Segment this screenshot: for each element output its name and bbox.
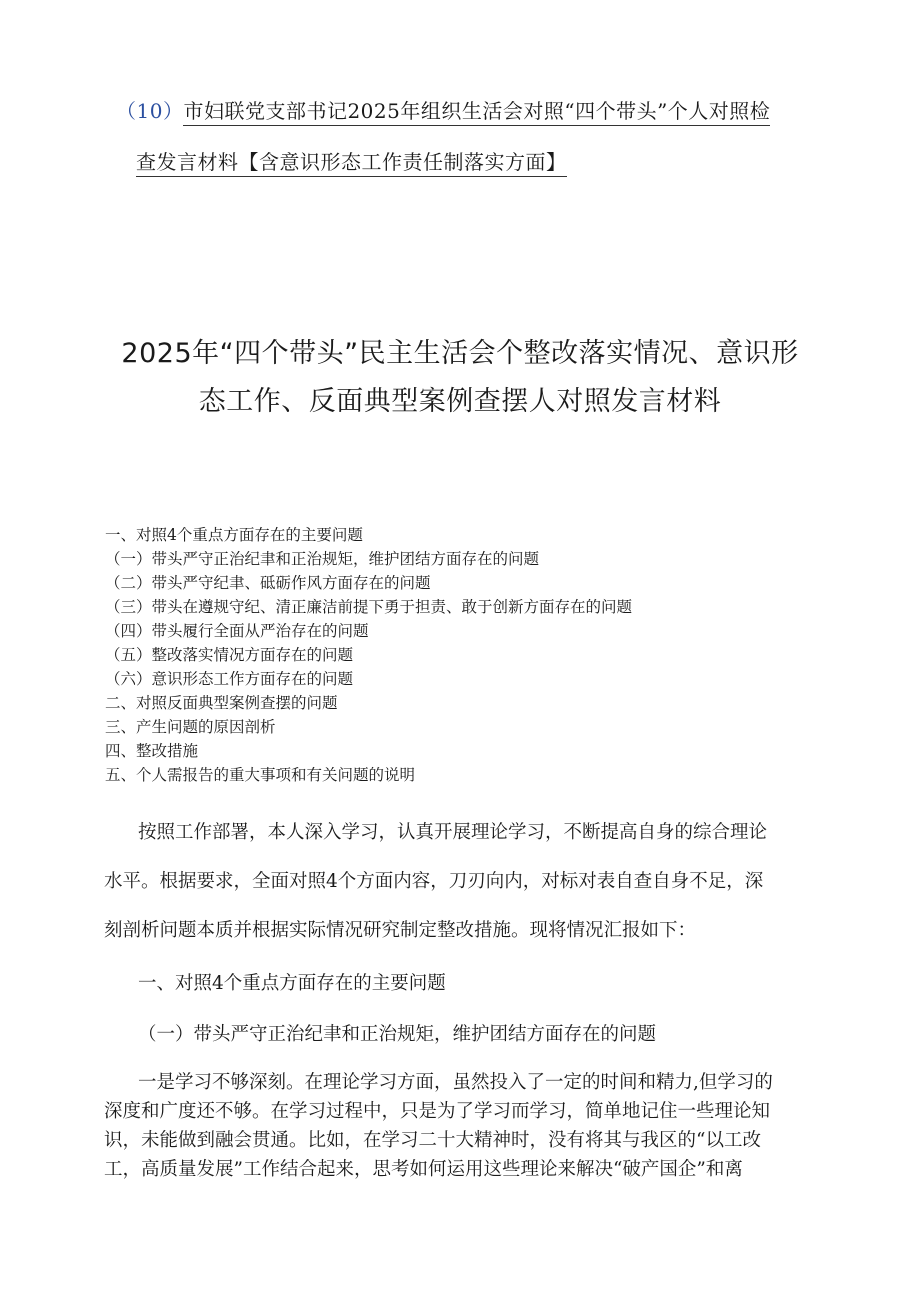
header-title-part-2: 查发言材料【含意识形态工作责任制落实方面】 — [136, 150, 567, 177]
body-line: 一是学习不够深刻。在理论学习方面，虽然投入了一定的时间和精力,但学习的 — [138, 1072, 773, 1093]
intro-line: 刻剖析问题本质并根据实际情况研究制定整改措施。现将情况汇报如下： — [104, 920, 697, 941]
toc-item: 三、产生问题的原因剖析 — [105, 718, 276, 736]
toc-item: 一、对照4个重点方面存在的主要问题 — [105, 526, 363, 544]
intro-paragraph — [104, 808, 820, 955]
toc-item: 五、个人需报告的重大事项和有关问题的说明 — [105, 766, 416, 784]
header-title-part-1: 市妇联党支部书记2025年组织生活会对照“四个带头”个人对照检 — [183, 99, 770, 126]
table-of-contents — [105, 523, 632, 787]
header-line-2 — [136, 146, 567, 175]
toc-item: （四）带头履行全面从严治存在的问题 — [105, 622, 369, 640]
intro-line: 水平。根据要求，全面对照4个方面内容，刀刃向内，对标对表自查自身不足，深 — [104, 871, 764, 892]
body-line: 识，未能做到融会贯通。比如，在学习二十大精神时，没有将其与我区的“以工改 — [104, 1130, 761, 1151]
section-heading-1: 一、对照4个重点方面存在的主要问题 — [138, 973, 446, 994]
header-line-1 — [116, 95, 770, 124]
header-number: （10） — [116, 99, 184, 123]
body-paragraph — [104, 1068, 820, 1184]
main-title-line-2: 态工作、反面典型案例查摆人对照发言材料 — [198, 386, 722, 417]
intro-line: 按照工作部署，本人深入学习，认真开展理论学习，不断提高自身的综合理论 — [138, 822, 768, 843]
toc-item: 四、整改措施 — [105, 742, 199, 760]
toc-item: （一）带头严守正治纪聿和正治规矩，维护团结方面存在的问题 — [105, 550, 540, 568]
toc-item: 二、对照反面典型案例查摆的问题 — [105, 694, 338, 712]
toc-item: （三）带头在遵规守纪、清正廉洁前提下勇于担责、敢于创新方面存在的问题 — [105, 598, 633, 616]
toc-item: （五）整改落实情况方面存在的问题 — [105, 646, 354, 664]
toc-item: （二）带头严守纪聿、砥砺作风方面存在的问题 — [105, 574, 431, 592]
main-title-line-1: 2025年“四个带头”民主生活会个整改落实情况、意识形 — [121, 338, 799, 369]
body-line: 深度和广度还不够。在学习过程中，只是为了学习而学习，简单地记住一些理论知 — [104, 1101, 771, 1122]
toc-item: （六）意识形态工作方面存在的问题 — [105, 670, 354, 688]
section-heading-2: （一）带头严守正治纪聿和正治规矩，维护团结方面存在的问题 — [138, 1024, 657, 1045]
body-line: 工，高质量发展”工作结合起来，思考如何运用这些理论来解决“破产国企”和离 — [104, 1159, 743, 1180]
